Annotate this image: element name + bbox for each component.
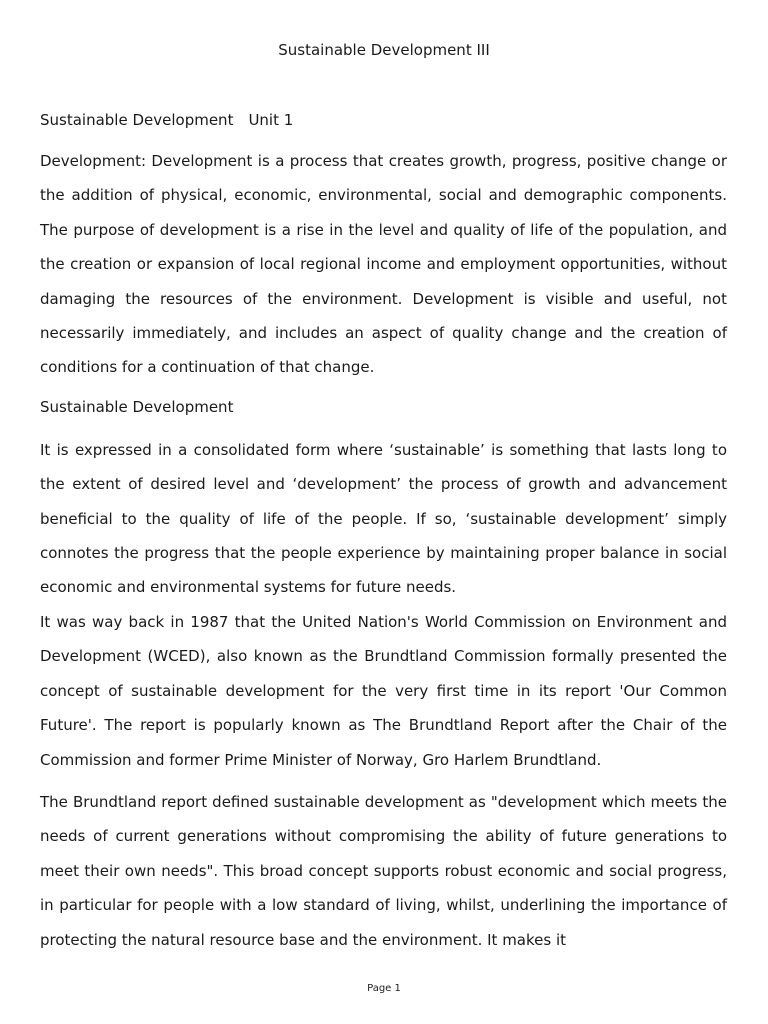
page-number: Page 1 [367, 983, 401, 994]
development-definition-paragraph: Development: Development is a process that creates growth, progress, positive change or the addition of physical, economic, environmental, social and demographic components. The purpose of development is a rise in the level and quality of life of the population, and the creation or expansion of local regional income and employment opportunities, without damaging the resources of the environment. Development is visible and useful, not necessarily immediately, and includes an aspect of quality change and the creation of conditions for a continuation of that change. [40, 152, 727, 377]
brundtland-history-paragraph: It was way back in 1987 that the United Nation's World Commission on Environment and Development (WCED), also known as the Brundtland Commission formally presented the concept of sustainable development for the very first time in its report 'Our Common Future'. The report is popularly known as The Brundtland Report after the Chair of the Commission and former Prime Minister of Norway, Gro Harlem Brundtland. [40, 612, 727, 769]
document-title: Sustainable Development III [278, 41, 490, 59]
sustainable-development-heading: Sustainable Development [40, 397, 234, 416]
sustainable-expression-paragraph: It is expressed in a consolidated form where ‘sustainable’ is something that lasts long to the extent of desired level and ‘development’ the process of growth and advancement beneficial to the quality of life of the people. If so, ‘sustainable development’ simply connotes the progress that the people experience by maintaining proper balance in social economic and environmental systems for future needs. [40, 440, 727, 597]
document-body [40, 108, 727, 957]
brundtland-definition-paragraph: The Brundtland report defined sustainable development as "development which meets the needs of current generations without compromising the ability of future generations to meet their own needs". This broad concept supports robust economic and social progress, in particular for people with a low standard of living, whilst, underlining the importance of protecting the natural resource base and the environment. It makes it [40, 792, 727, 949]
unit-heading: Sustainable Development Unit 1 [40, 111, 294, 129]
